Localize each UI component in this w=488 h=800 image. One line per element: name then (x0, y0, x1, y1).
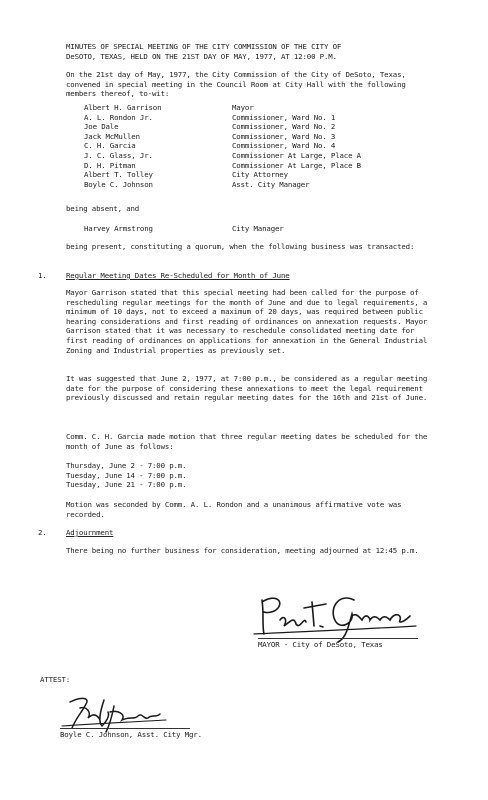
member-name: Albert T. Tolley (84, 170, 153, 180)
secretary-caption: Boyle C. Johnson, Asst. City Mgr. (60, 730, 202, 739)
member-title: Commissioner, Ward No. 2 (232, 122, 336, 132)
member-name: Boyle C. Johnson (84, 179, 153, 189)
member-name: C. H. Garcia (84, 141, 136, 151)
item-2-number: 2. (38, 528, 47, 537)
header-line-1: MINUTES OF SPECIAL MEETING OF THE CITY COMMISSION OF THE CITY OF (66, 42, 342, 51)
member-name: Albert H. Garrison (84, 103, 162, 112)
mayor-signature (250, 586, 420, 646)
item-1-paragraph-2: It was suggested that June 2, 1977, at 7:00 p.m., be considered as a regular meeting date for the purpose of considering these annexations to meet the legal requirement previously discussed and retain regular meeting dates for the 16th and 21st of June. (66, 374, 428, 403)
member-name: A. L. Rondon Jr. (84, 112, 153, 122)
absent-name: Harvey Armstrong (84, 224, 153, 233)
members-titles (232, 103, 361, 189)
quorum-paragraph: being present, constituting a quorum, when the following business was transacted: (66, 242, 415, 251)
member-name: J. C. Glass, Jr. (84, 150, 153, 160)
member-title: Commissioner, Ward No. 3 (232, 131, 336, 141)
header-line-2: DeSOTO, TEXAS, HELD ON THE 21ST DAY OF MAY, 1977, AT 12:00 P.M. (66, 52, 337, 61)
meeting-date: Tuesday, June 14 - 7:00 p.m. (66, 470, 187, 480)
member-title: Commissioner, Ward No. 1 (232, 112, 336, 122)
item-1-paragraph-1: Mayor Garrison stated that this special meeting had been called for the purpose of rescheduling regular meetings for the month of June and due to legal requirements, a minimum of 10 days, not to exceed a maximum of 20 days, was required between public hearing considerations and first reading of ordinances on annexation requests. Mayor Garrison stated that it was necessary to reschedule consolidated meeting date for first reading of ordinances on applications for annexation in the General Industrial Zoning and Industrial properties as previously set. (66, 288, 428, 355)
item-1-paragraph-4: Motion was seconded by Comm. A. L. Rondon and a unanimous affirmative vote was recorded. (66, 500, 402, 519)
member-name: D. H. Pitman (84, 160, 136, 170)
member-title: Commissioner At Large, Place A (232, 150, 361, 160)
item-1-heading: Regular Meeting Dates Re-Scheduled for Month of June (66, 271, 290, 280)
member-name: Jack McMullen (84, 131, 140, 141)
item-2-paragraph: There being no further business for consideration, meeting adjourned at 12:45 p.m. (66, 546, 419, 555)
member-title: Commissioner At Large, Place B (232, 160, 361, 170)
absent-title: City Manager (232, 224, 284, 233)
being-absent-text: being absent, and (66, 204, 140, 213)
attest-label: ATTEST: (40, 675, 71, 684)
member-title: City Attorney (232, 170, 288, 180)
meeting-date: Thursday, June 2 - 7:00 p.m. (66, 461, 187, 470)
members-names (84, 103, 161, 189)
item-1-number: 1. (38, 271, 47, 280)
meeting-date: Tuesday, June 21 - 7:00 p.m. (66, 480, 187, 490)
intro-paragraph: On the 21st day of May, 1977, the City Commission of the City of DeSoto, Texas, convened in special meeting in the Council Room at City Hall with the following members thereof, to-wit: (66, 70, 406, 99)
member-name: Joe Dale (84, 122, 119, 132)
member-title: Asst. City Manager (232, 179, 310, 189)
item-2-heading: Adjournment (66, 528, 114, 537)
member-title: Commissioner, Ward No. 4 (232, 141, 336, 151)
item-1-paragraph-3: Comm. C. H. Garcia made motion that three regular meeting dates be scheduled for the month of June as follows: (66, 432, 428, 451)
member-title: Mayor (232, 103, 254, 112)
mayor-caption: MAYOR - City of DeSoto, Texas (258, 638, 418, 650)
meeting-dates-list (66, 461, 186, 490)
